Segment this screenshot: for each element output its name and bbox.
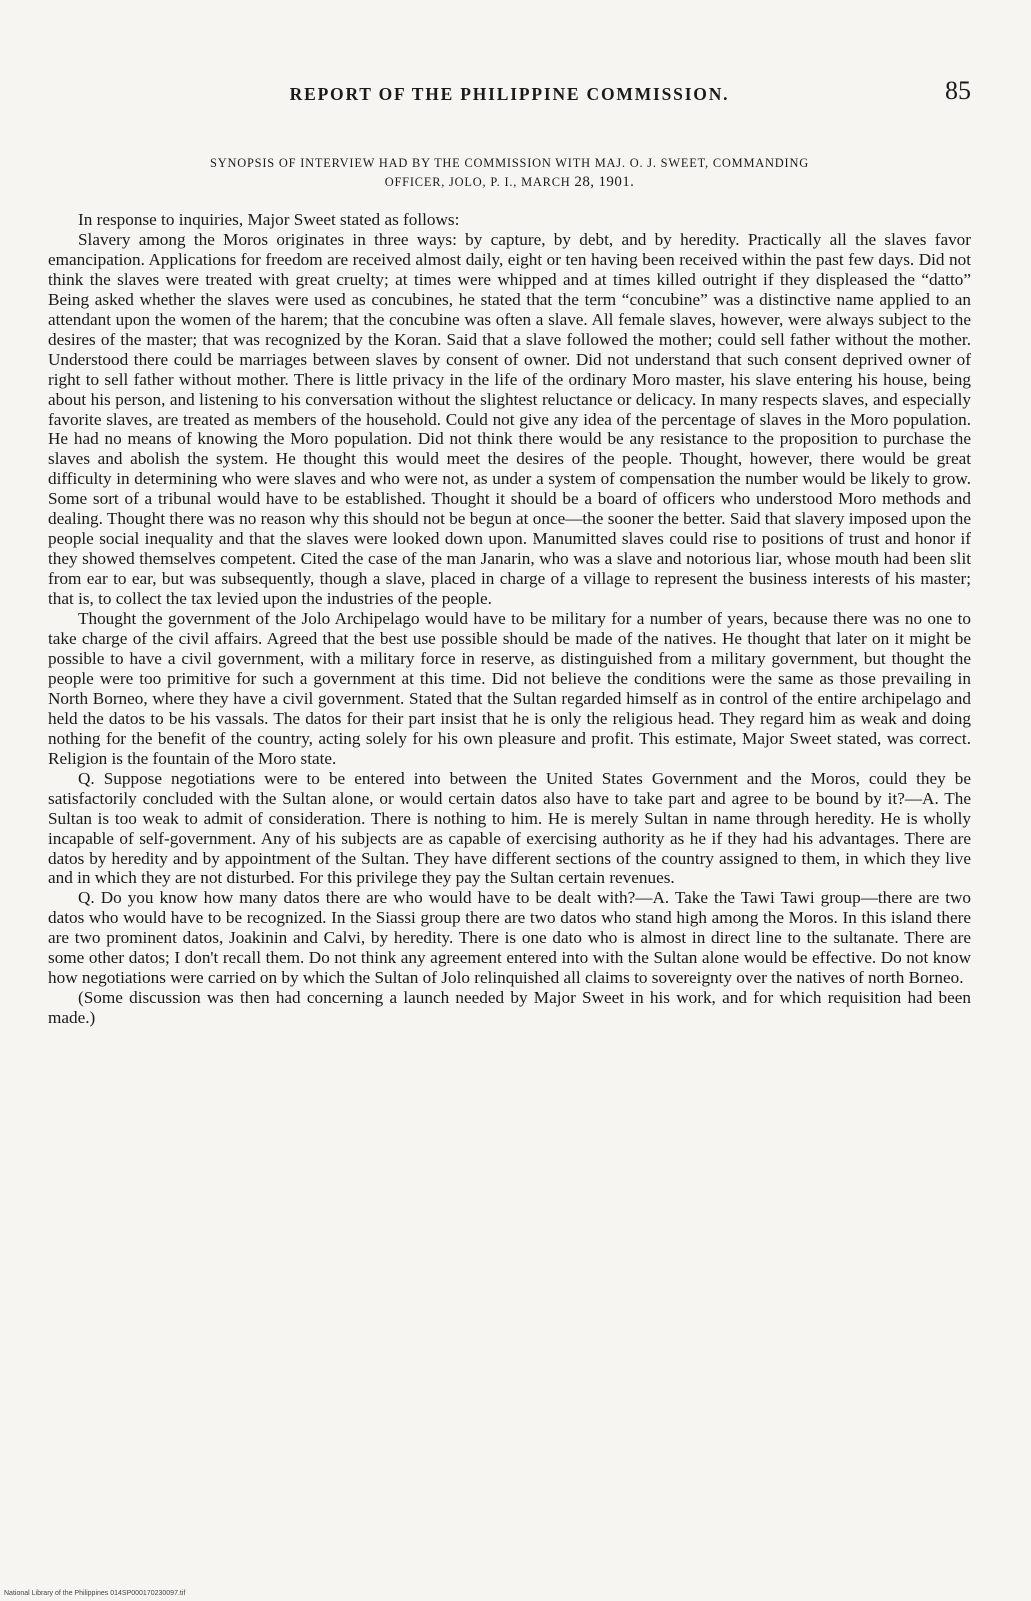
synopsis-line-2-text: OFFICER, JOLO, P. I., MARCH [384, 175, 571, 189]
paragraph-negotiations: Q. Suppose negotiations were to be entered into between the United States Government and the Moros, could they be satisfactorily concluded with the Sultan alone, or would certain datos also have to take part and agree to be bound by it?—A. The Sultan is too weak to admit of consideration. There is nothing to him. He is merely Sultan in name through heredity. He is wholly incapable of self-government. Any of his subjects are as capable of exercising authority as he if they had his advantages. There are datos by heredity and by appointment of the Sultan. They have different sections of the country assigned to them, in which they live and in which they are not disturbed. For this privilege they pay the Sultan certain revenues. [48, 768, 971, 888]
page-number: 85 [945, 76, 971, 105]
synopsis-date: 28, 1901. [574, 174, 635, 190]
synopsis-line-2 [48, 173, 971, 192]
paragraph-slavery: Slavery among the Moros originates in three ways: by capture, by debt, and by heredity. Practically all the slaves favor emancipation. Applications for freedom are received almost daily, eight or ten having been received within the past few days. Did not think the slaves were treated with great cruelty; at times were whipped and at times killed outright if they displeased the “datto” Being asked whether the slaves were used as concubines, he stated that the term “concubine” was a distinctive name applied to an attendant upon the women of the harem; that the concubine was often a slave. All female slaves, however, were always subject to the desires of the master; that was recognized by the Koran. Said that a slave followed the mother; could sell father without the mother. Understood there could be marriages between slaves by consent of owner. Did not understand that such consent deprived owner of right to sell father without mother. There is little privacy in the life of the ordinary Moro master, his slave entering his house, being about his person, and listening to his conversation without the slightest reluctance or delicacy. In many respects slaves, and especially favorite slaves, are treated as members of the household. Could not give any idea of the percentage of slaves in the Moro population. He had no means of knowing the Moro population. Did not think there would be any resistance to the proposition to purchase the slaves and abolish the system. He thought this would meet the desires of the people. Thought, however, there would be great difficulty in determining who were slaves and who were not, as under a system of compensation the number would be likely to grow. Some sort of a tribunal would have to be established. Thought it should be a board of officers who understood Moro methods and dealing. Thought there was no reason why this should not be begun at once—the sooner the better. Said that slavery imposed upon the people social inequality and that the slaves were looked down upon. Manumitted slaves could rise to positions of trust and honor if they showed themselves competent. Cited the case of the man Janarin, who was a slave and notorious liar, whose mouth had been slit from ear to ear, but was subsequently, though a slave, placed in charge of a village to represent the business interests of his master; that is, to collect the tax levied upon the industries of the people. [48, 229, 971, 609]
running-head: REPORT OF THE PHILIPPINE COMMISSION. [289, 84, 730, 104]
paragraph-closing-note: (Some discussion was then had concerning a launch needed by Major Sweet in his work, and for which requisition had been made.) [48, 988, 971, 1028]
synopsis-heading [48, 154, 971, 192]
paragraph-government: Thought the government of the Jolo Archipelago would have to be military for a number of years, because there was no one to take charge of the civil affairs. Agreed that the best use possible should be made of the natives. He thought that later on it might be possible to have a civil government, with a military force in reserve, as distinguished from a military government, but thought the people were too primitive for such a government at this time. Did not believe the conditions were the same as those prevailing in North Borneo, where they have a civil government. Stated that the Sultan regarded himself as in control of the entire archipelago and held the datos to be his vassals. The datos for their part insist that he is only the religious head. They regard him as weak and doing nothing for the benefit of the country, acting solely for his own pleasure and profit. This estimate, Major Sweet stated, was correct. Religion is the fountain of the Moro state. [48, 609, 971, 768]
paragraph-intro: In response to inquiries, Major Sweet stated as follows: [78, 210, 460, 229]
page-header [48, 76, 971, 120]
synopsis-line-1: SYNOPSIS OF INTERVIEW HAD BY THE COMMISSION WITH MAJ. O. J. SWEET, COMMANDING [210, 156, 809, 170]
scan-credit: National Library of the Philippines 014SP000170230097.tif [4, 1590, 186, 1597]
body-text [48, 210, 971, 1028]
paragraph-datos: Q. Do you know how many datos there are who would have to be dealt with?—A. Take the Tawi Tawi group—there are two datos who would have to be recognized. In the Siassi group there are two datos who stand high among the Moros. In this island there are two prominent datos, Joakinin and Calvi, by heredity. There is one dato who is almost in direct line to the sultanate. There are some other datos; I don't recall them. Do not think any agreement entered into with the Sultan alone would be effective. Do not know how negotiations were carried on by which the Sultan of Jolo relinquished all claims to sovereignty over the natives of north Borneo. [48, 888, 971, 988]
